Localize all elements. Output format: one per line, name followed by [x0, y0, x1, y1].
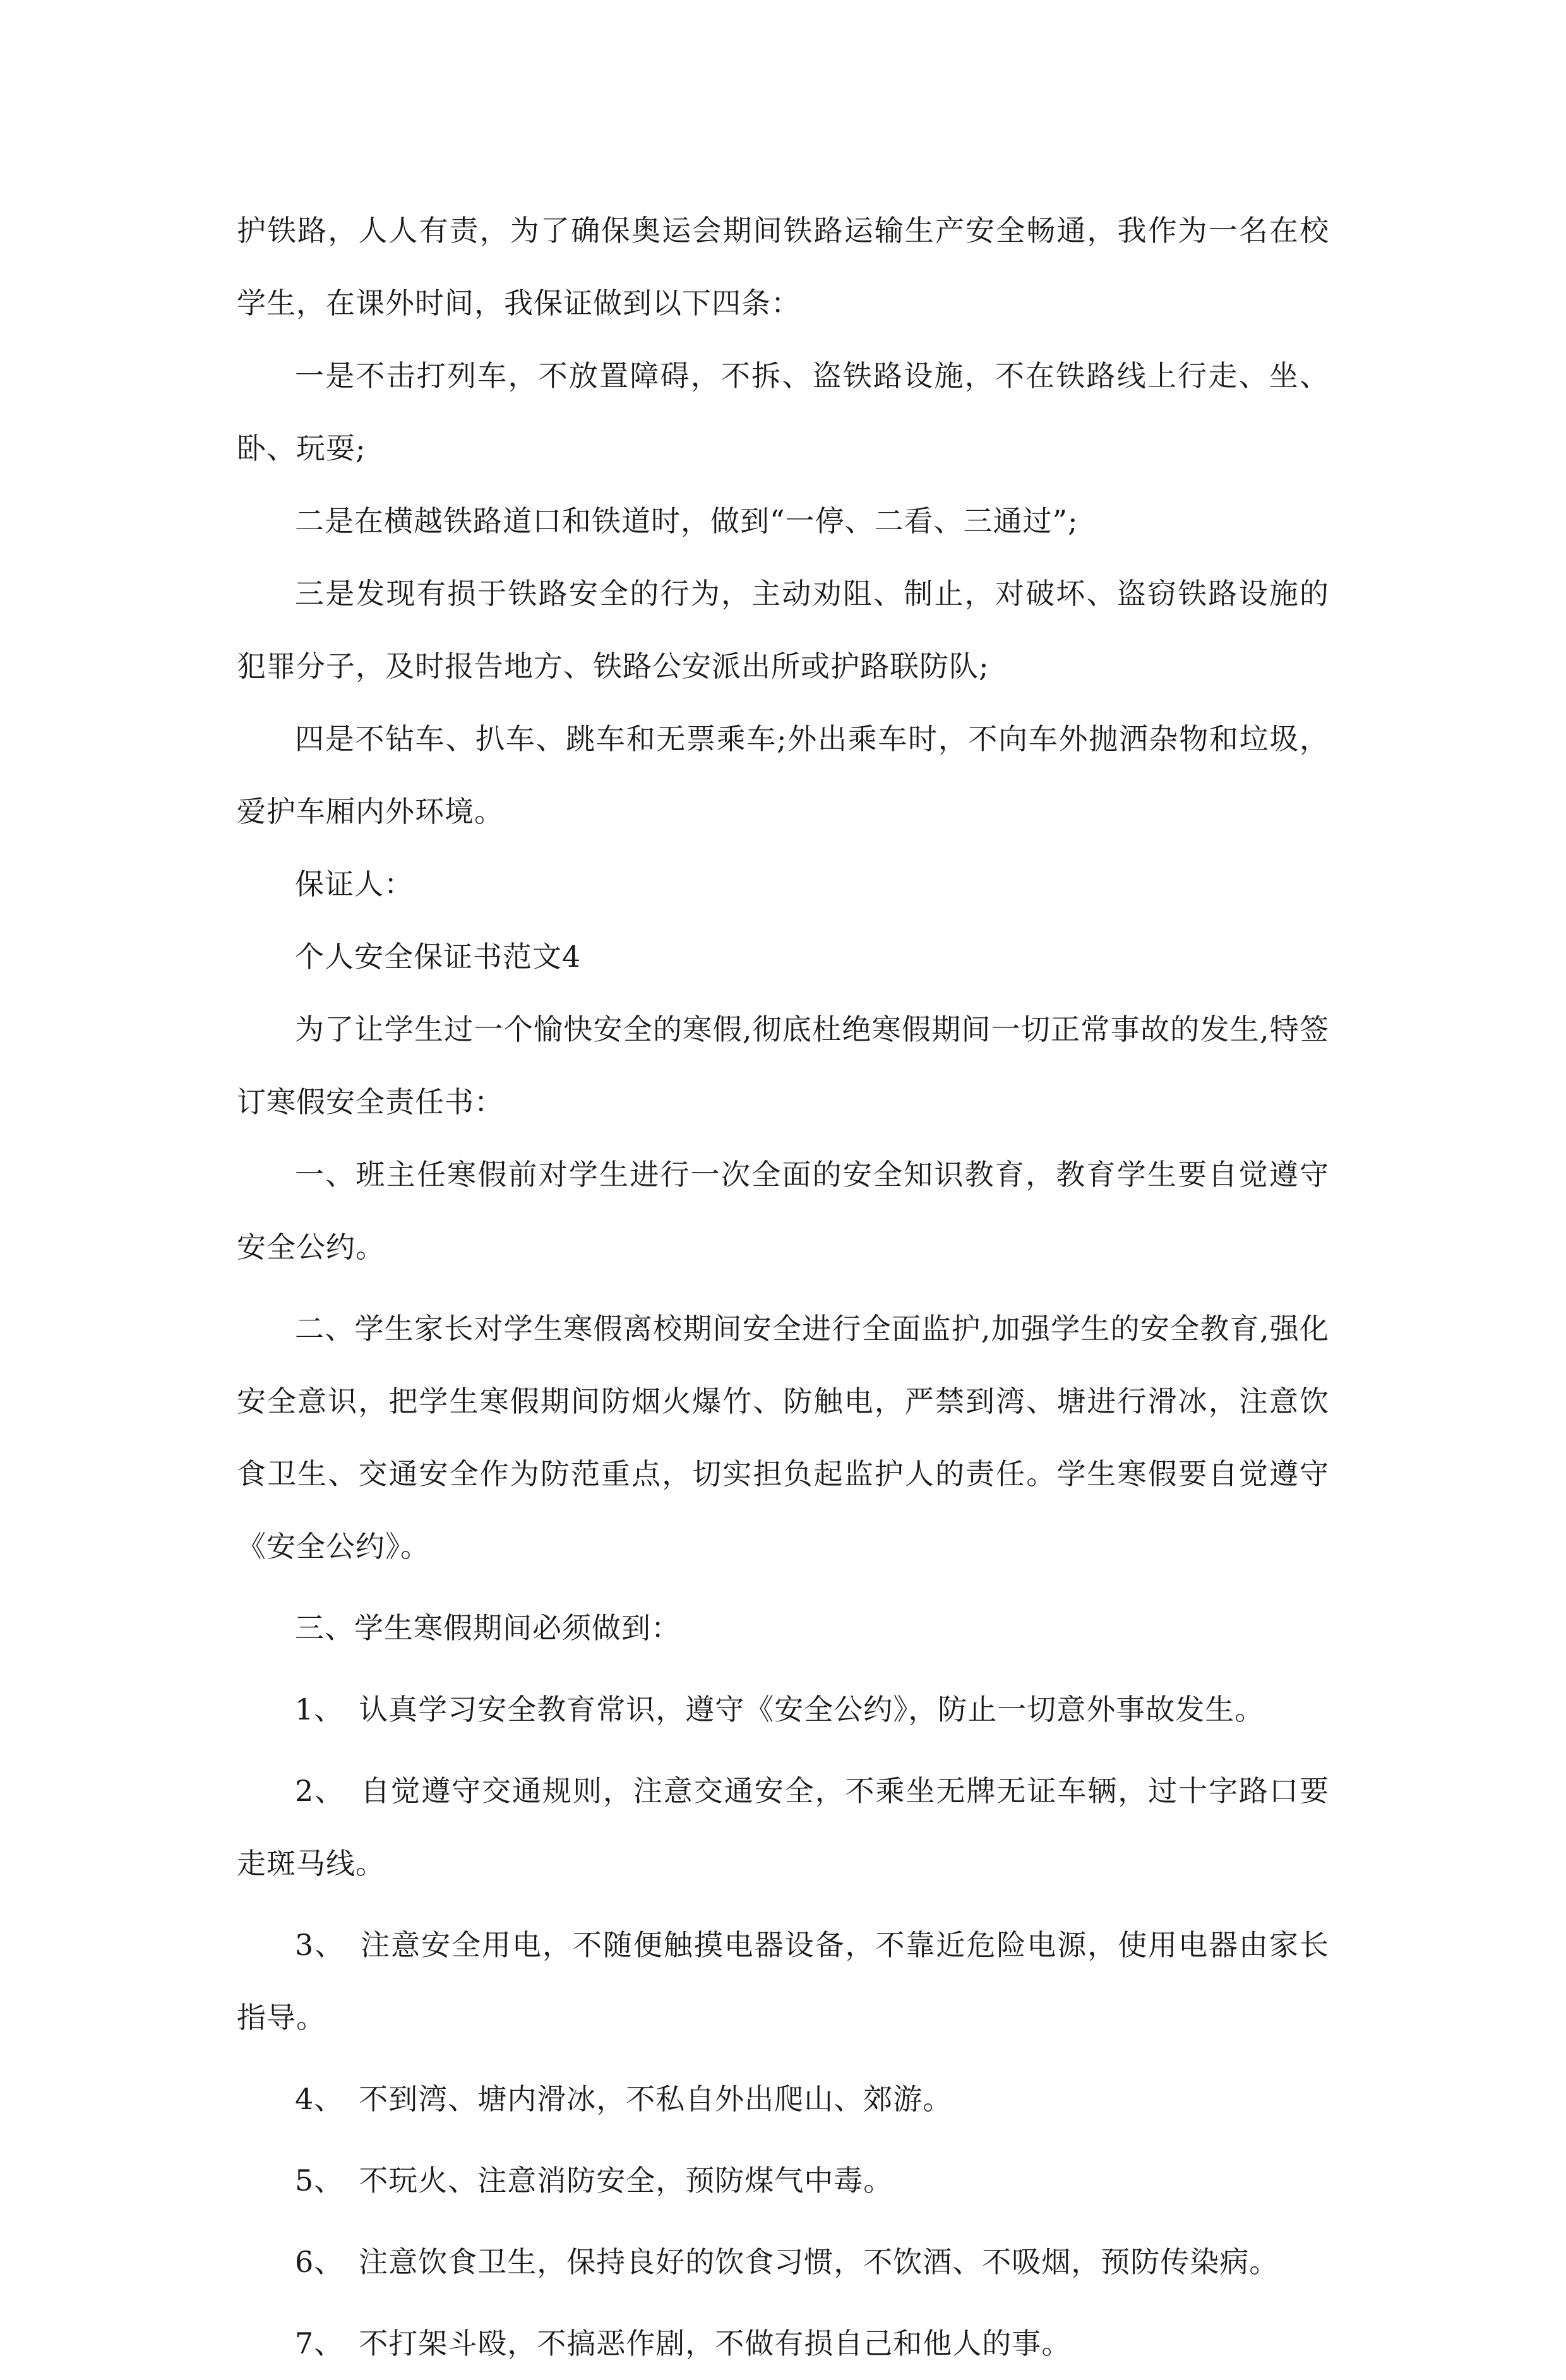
paragraph-section-one: 一、班主任寒假前对学生进行一次全面的安全知识教育，教育学生要自觉遵守安全公约。 [237, 1157, 1329, 1264]
paragraph-section-two: 二、学生家长对学生寒假离校期间安全进行全面监护,加强学生的安全教育,强化安全意识，把学生寒假期间防烟火爆竹、防触电，严禁到湾、塘进行滑冰，注意饮食卫生、交通安全作为防范重点，切实担负起监护人的责任。学生寒假要自觉遵守《安全公约》。 [237, 1312, 1329, 1564]
paragraph-section-three: 三、学生寒假期间必须做到： [295, 1611, 681, 1645]
list-item-5: 5、 不玩火、注意消防安全，预防煤气中毒。 [295, 2163, 894, 2198]
guarantor-label: 保证人： [295, 867, 414, 901]
paragraph-rule-two: 二是在横越铁路道口和铁道时，做到“一停、二看、三通过”; [295, 504, 1079, 538]
paragraph-rule-four: 四是不钻车、扒车、跳车和无票乘车;外出乘车时，不向车外抛洒杂物和垃圾，爱护车厢内外环境。 [237, 722, 1329, 828]
list-item-4: 4、 不到湾、塘内滑冰，不私自外出爬山、郊游。 [295, 2082, 953, 2116]
paragraph-purpose: 为了让学生过一个愉快安全的寒假,彻底杜绝寒假期间一切正常事故的发生,特签订寒假安全责任书： [237, 1012, 1329, 1119]
list-item-2: 2、 自觉遵守交通规则，注意交通安全，不乘坐无牌无证车辆，过十字路口要走斑马线。 [237, 1774, 1329, 1881]
document-body [237, 194, 1329, 2380]
list-item-3: 3、 注意安全用电，不随便触摸电器设备，不靠近危险电源，使用电器由家长指导。 [237, 1928, 1329, 2035]
paragraph-rule-one: 一是不击打列车，不放置障碍，不拆、盗铁路设施，不在铁路线上行走、坐、卧、玩耍; [237, 359, 1329, 465]
list-item-6: 6、 注意饮食卫生，保持良好的饮食习惯，不饮酒、不吸烟，预防传染病。 [295, 2245, 1279, 2279]
list-item-7: 7、 不打架斗殴，不搞恶作剧，不做有损自己和他人的事。 [295, 2326, 1072, 2360]
paragraph-rule-three: 三是发现有损于铁路安全的行为，主动劝阻、制止，对破坏、盗窃铁路设施的犯罪分子，及时报告地方、铁路公安派出所或护路联防队; [237, 577, 1329, 683]
paragraph-intro-continuation: 护铁路，人人有责，为了确保奥运会期间铁路运输生产安全畅通，我作为一名在校学生，在课外时间，我保证做到以下四条： [237, 213, 1329, 320]
list-item-1: 1、 认真学习安全教育常识，遵守《安全公约》，防止一切意外事故发生。 [295, 1692, 1265, 1726]
section-heading: 个人安全保证书范文4 [295, 940, 582, 974]
